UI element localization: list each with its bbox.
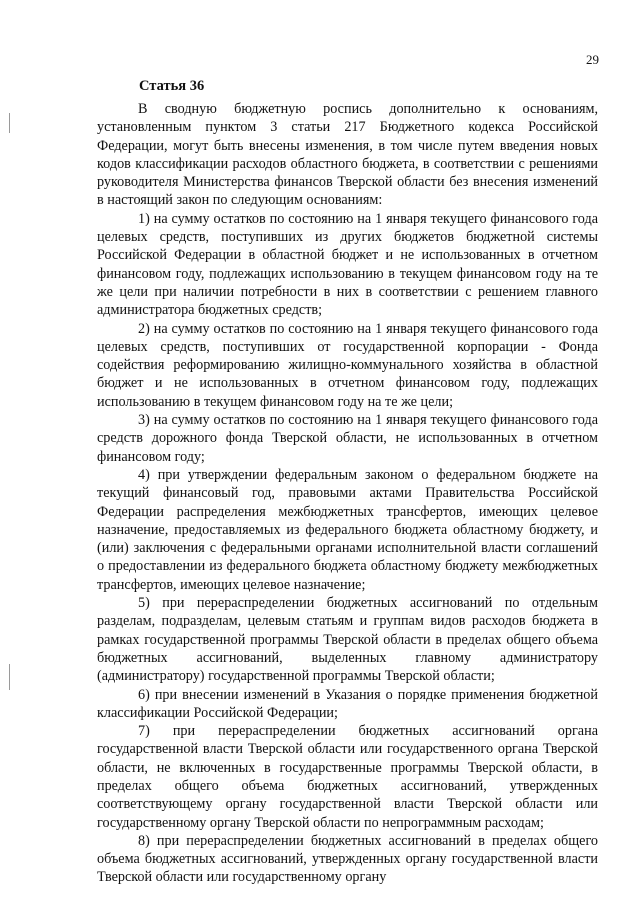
list-item-4: 4) при утверждении федеральным законом о федеральном бюджете на текущий финансовый год, правовыми актами Правительства Российской Федерации распределения межбюджетных трансфертов, имеющих целевое назначение, предоставляемых из федерального бюджета областному бюджету, и (или) заключения с федеральными органами исполнительной власти соглашений о предоставлении из федерального бюджета областному бюджету межбюджетных трансфертов, имеющих целевое назначение; [97, 466, 598, 593]
scan-edge-mark [9, 113, 10, 133]
scan-edge-mark [9, 664, 10, 690]
list-item-5: 5) при перераспределении бюджетных ассигнований по отдельным разделам, подразделам, целевым статьям и группам видов расходов бюджета в рамках государственной программы Тверской области в пределах общего объема бюджетных ассигнований, выделенных главному администратору (администратору) государственной программы Тверской области; [97, 595, 598, 685]
page-number: 29 [586, 52, 599, 67]
article-title: Статья 36 [139, 78, 205, 94]
list-item-6: 6) при внесении изменений в Указания о порядке применения бюджетной классификации Российской Федерации; [97, 686, 598, 721]
intro-paragraph: В сводную бюджетную роспись дополнительно к основаниям, установленным пунктом 3 статьи 217 Бюджетного кодекса Российской Федерации, могут быть внесены изменения, в том числе путем введения новых кодов классификации расходов областного бюджета, в соответствии с решениями руководителя Министерства финансов Тверской области без внесения изменений в настоящий закон по следующим основаниям: [97, 101, 598, 209]
list-item-3: 3) на сумму остатков по состоянию на 1 января текущего финансового года средств дорожного фонда Тверской области, не использованных в отчетном финансовом году; [97, 412, 598, 465]
article-body [97, 100, 598, 887]
list-item-7: 7) при перераспределении бюджетных ассигнований органа государственной власти Тверской области или государственного органа Тверской области, не включенных в государственные программы Тверской области, в пределах общего объема бюджетных ассигнований, утвержденных соответствующему органу государственной власти Тверской области или государственному органу Тверской области по непрограммным расходам; [97, 723, 598, 831]
list-item-8: 8) при перераспределении бюджетных ассигнований в пределах общего объема бюджетных ассигнований, утвержденных органу государственной власти Тверской области или государственному органу [97, 832, 598, 886]
list-item-2: 2) на сумму остатков по состоянию на 1 января текущего финансового года целевых средств, поступивших от государственной корпорации - Фонда содействия реформированию жилищно-коммунального хозяйства в областной бюджет и не использованных в отчетном финансовом году, подлежащих использованию в текущем финансовом году на те же цели; [97, 320, 598, 410]
list-item-1: 1) на сумму остатков по состоянию на 1 января текущего финансового года целевых средств, поступивших из других бюджетов бюджетной системы Российской Федерации в областной бюджет и не использованных в отчетном финансовом году, подлежащих использованию в текущем финансовом году на те же цели при наличии потребности в них в соответствии с решением главного администратора бюджетных средств; [97, 210, 598, 319]
